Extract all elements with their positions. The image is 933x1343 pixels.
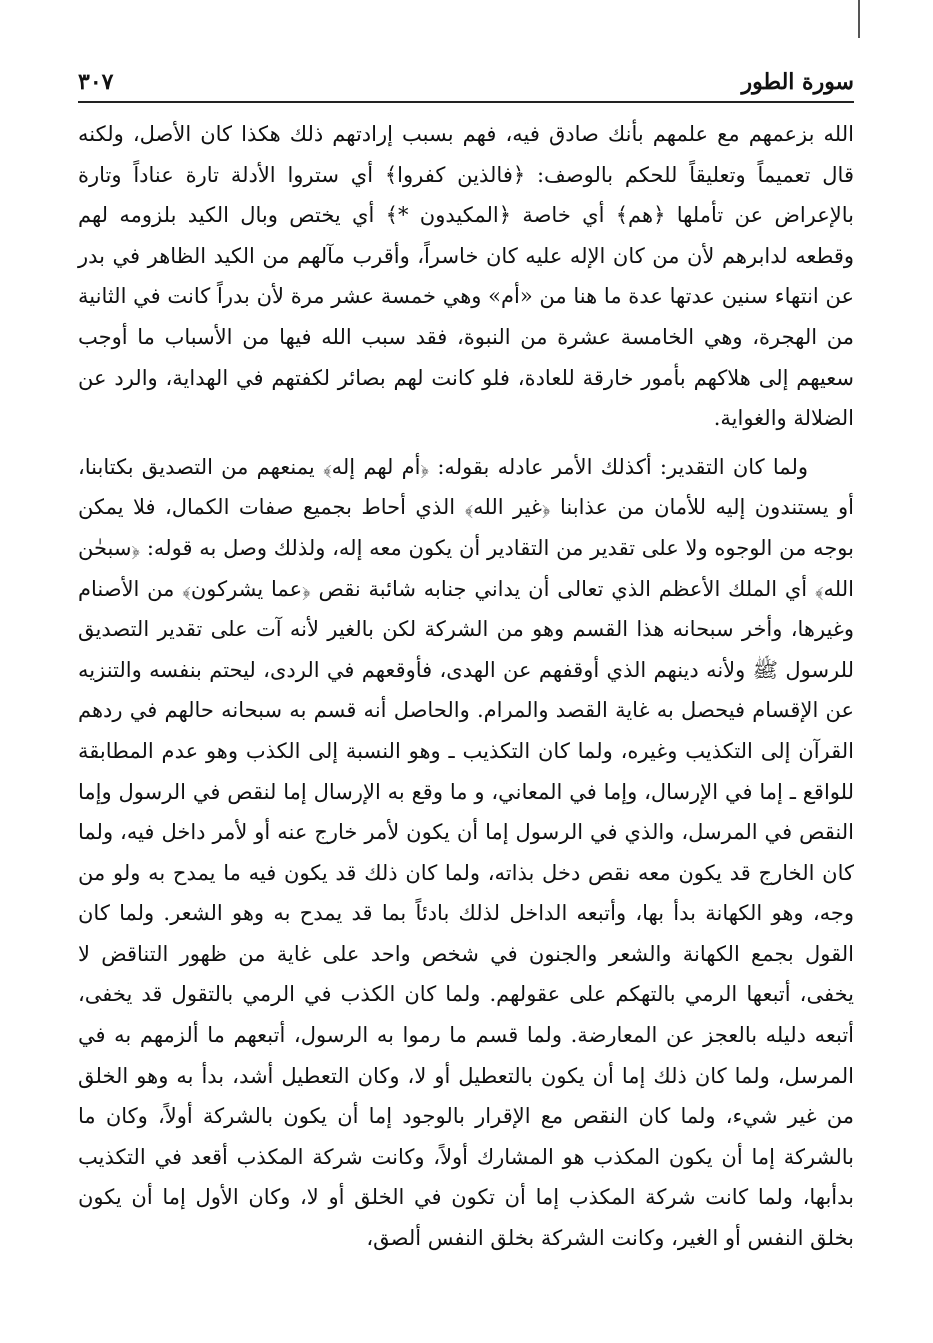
paragraph-1: الله بزعمهم مع علمهم بأنك صادق فيه، فهم بسبب إرادتهم ذلك هكذا كان الأصل، ولكنه قال تعميماً وتعليقاً للحكم بالوصف: ﴿فالذين كفروا﴾ أي ستروا الأدلة تارة عناداً وتارة بالإعراض عن تأملها ﴿هم﴾ أي خاصة ﴿المكيدون *﴾ أي يختص وبال الكيد بلزومه لهم وقطعه لدابرهم لأن من كان الإله عليه كان خاسراً، وأقرب مآلهم من الكيد الظاهر في بدر عن انتهاء سنين عدتها عدة ما هنا من «أم» وهي خمسة عشر مرة لأن بدراً كانت في الثانية من الهجرة، وهي الخامسة عشرة من النبوة، فقد سبب الله فيها من الأسباب ما أوجب سعيهم إلى هلاكهم بأمور خارقة للعادة، فلو كانت لهم بصائر لكفتهم في الهداية، والرد عن الضلالة والغواية.: [78, 122, 854, 431]
paragraph-2: ولما كان التقدير: أكذلك الأمر عادله بقوله: ﴿أم لهم إله﴾ يمنعهم من التصديق بكتابنا، أو يستندون إليه للأمان من عذابنا ﴿غير الله﴾ الذي أحاط بجميع صفات الكمال، فلا يمكن بوجه من الوجوه ولا على تقدير من التقادير أن يكون معه إله، ولذلك وصل به قوله: ﴿سبحٰن الله﴾ أي الملك الأعظم الذي تعالى أن يداني جنابه شائبة نقص ﴿عما يشركون﴾ من الأصنام وغيرها، وأخر سبحانه هذا القسم وهو من الشركة لكن بالغير لأنه آت على تقدير التصديق للرسول ﷺ ولأنه دينهم الذي أوقفهم عن الهدى، فأوقعهم في الردى، ليحتم بنفسه والتنزيه عن الإقسام فيحصل به غاية القصد والمرام. والحاصل أنه قسم به سبحانه حالهم في ردهم القرآن إلى التكذيب وغيره، ولما كان التكذيب ـ وهو النسبة إلى الكذب وهو عدم المطابقة للواقع ـ إما في الإرسال، وإما في المعاني، و ما وقع به الإرسال إما لنقص في الرسول وإما النقص في المرسل، والذي في الرسول إما أن يكون لأمر خارج عنه أو لأمر داخل فيه، ولما كان الخارج قد يكون معه نقص دخل بذاته، ولما كان ذلك قد يكون فيه ما يمدح به ولو من وجه، وهو الكهانة بدأ بها، وأتبعه الداخل لذلك بادئاً بما قد يمدح به وهو الشعر. ولما كان القول بجمع الكهانة والشعر والجنون في شخص واحد على غاية من ظهور التناقض لا يخفى، أتبعها الرمي بالتهكم على عقولهم. ولما كان الكذب في الرمي بالتقول قد يخفى، أتبعه دليله بالعجز عن المعارضة. ولما قسم ما رموا به الرسول، أتبعهم ما ألزمهم به في المرسل، ولما كان ذلك إما أن يكون بالتعطيل أو لا، وكان التعطيل أشد، بدأ به وهو الخلق من غير شيء، ولما كان النقص مع الإقرار بالوجود إما أن يكون بالشركة أولاً، وكان ما بالشركة إما أن يكون المكذب هو المشارك أولاً، وكانت شركة المكذب أقعد في التكذيب بدأبها، ولما كانت شركة المكذب إما أن تكون في الخلق أو لا، وكان الأول إما أن يكون بخلق النفس أو الغير، وكانت الشركة بخلق النفس ألصق،: [78, 454, 854, 1251]
header-rule: [78, 101, 854, 103]
body-text: [78, 114, 854, 1259]
page-header: [78, 64, 854, 100]
binding-edge-line: [858, 0, 860, 38]
surah-title: سورة الطور: [741, 69, 854, 95]
page-number: ٣٠٧: [78, 69, 114, 95]
